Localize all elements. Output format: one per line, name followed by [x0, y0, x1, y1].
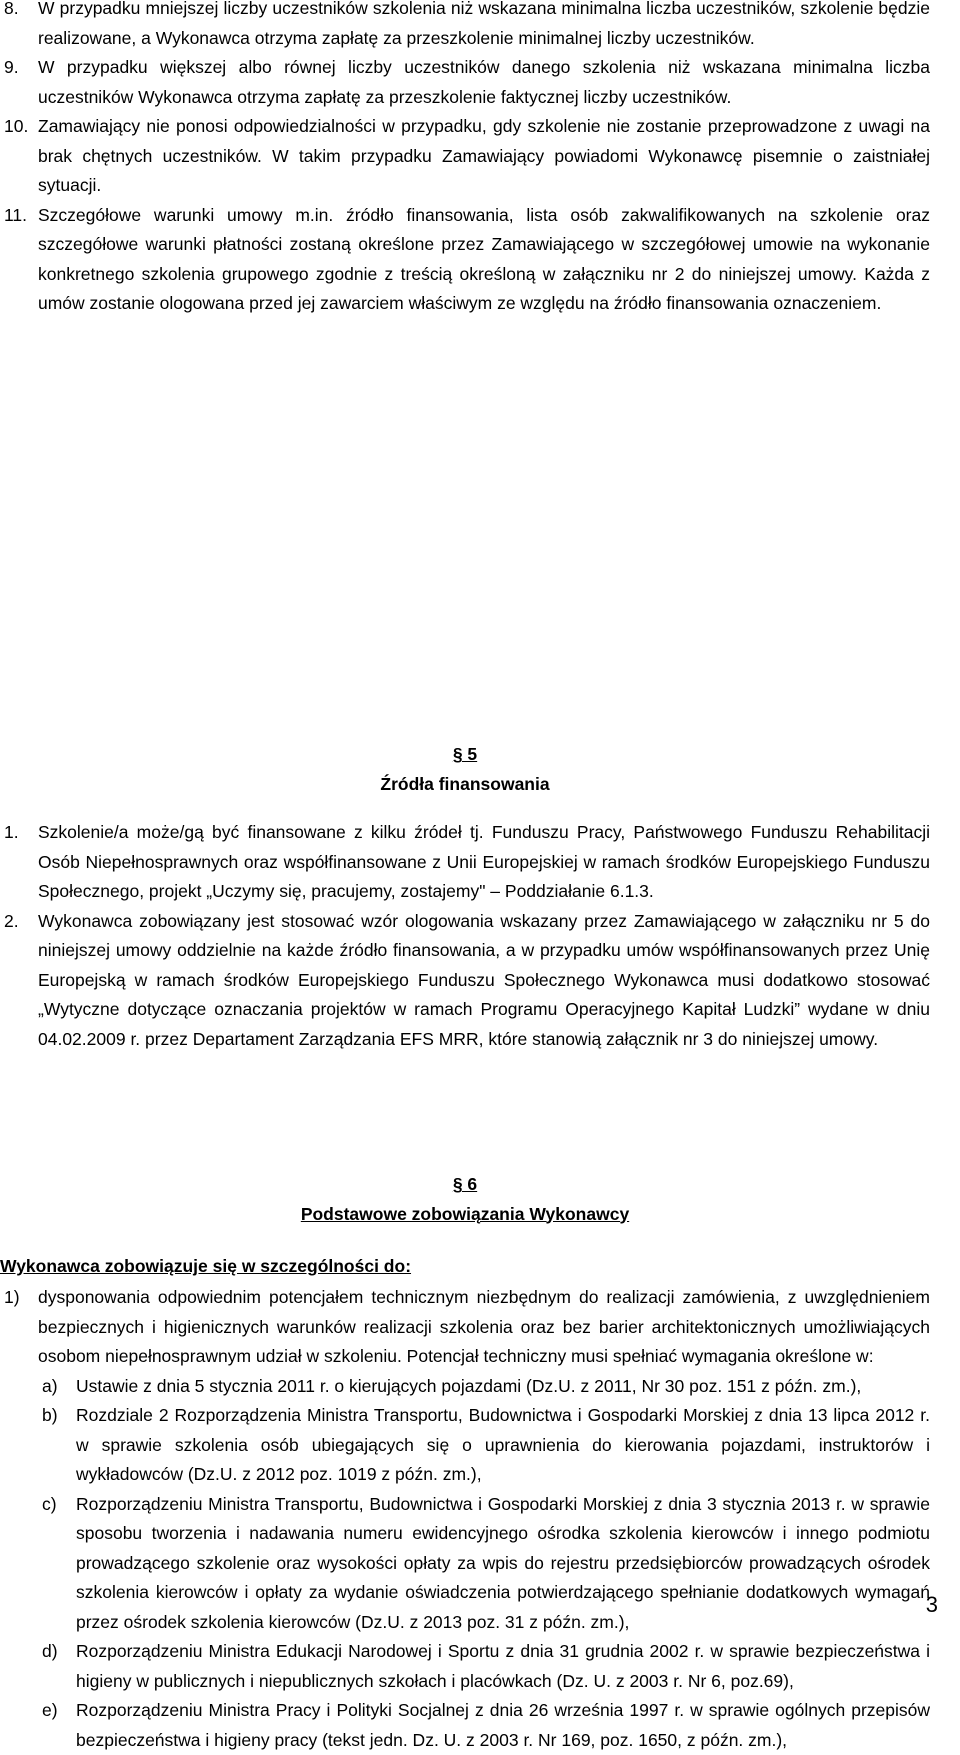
section-5-heading: [0, 740, 930, 799]
list-item: [0, 818, 930, 907]
sub-item-text: Rozporządzeniu Ministra Edukacji Narodowej i Sportu z dnia 31 grudnia 2002 r. w sprawie bezpieczeństwa i higieny w publicznych i niepublicznych szkołach i placówkach (Dz. U. z 2003 r. Nr 6, poz.69),: [76, 1637, 930, 1696]
sub-item-letter: e): [42, 1696, 58, 1726]
sub-item-text: Rozporządzeniu Ministra Transportu, Budownictwa i Gospodarki Morskiej z dnia 3 stycznia 2013 r. w sprawie sposobu tworzenia i nadawania numeru ewidencyjnego ośrodka szkolenia kierowców i innego podmiotu prowadzącego szkolenie oraz wysokości opłaty za wpis do rejestru przedsiębiorców prowadzących ośrodek szkolenia kierowców i opłaty za wydanie oświadczenia potwierdzającego spełnianie dodatkowych wymagań przez ośrodek szkolenia kierowców (Dz.U. z 2013 poz. 31 z późn. zm.),: [76, 1490, 930, 1638]
item-number: 1): [4, 1283, 20, 1313]
item-text: Szkolenie/a może/gą być finansowane z kilku źródeł tj. Funduszu Pracy, Państwowego Funduszu Rehabilitacji Osób Niepełnosprawnych oraz współfinansowane z Unii Europejskiej w ramach środków Europejskiego Funduszu Społecznego, projekt „Uczymy się, pracujemy, zostajemy" – Poddziałanie 6.1.3.: [38, 818, 930, 907]
item-text: Wykonawca zobowiązany jest stosować wzór ologowania wskazany przez Zamawiającego w załączniku nr 5 do niniejszej umowy oddzielnie na każde źródło finansowania, a w przypadku umów współfinansowanych przez Unię Europejską w ramach środków Europejskiego Funduszu Społecznego Wykonawca musi dodatkowo stosować „Wytyczne dotyczące oznaczania projektów w ramach Programu Operacyjnego Kapitał Ludzki” wydane w dniu 04.02.2009 r. przez Departament Zarządzania EFS MRR, które stanowią załącznik nr 3 do niniejszej umowy.: [38, 907, 930, 1055]
sub-list-item: [38, 1637, 930, 1696]
section-title: Podstawowe zobowiązania Wykonawcy: [0, 1200, 930, 1230]
item-text: W przypadku mniejszej liczby uczestników szkolenia niż wskazana minimalna liczba uczestników, szkolenie będzie realizowane, a Wykonawca otrzyma zapłatę za przeszkolenie minimalnej liczby uczestników.: [38, 0, 930, 53]
sub-item-letter: c): [42, 1490, 57, 1520]
list-item: [0, 0, 930, 53]
sub-item-text: Rozporządzeniu Ministra Pracy i Polityki Socjalnej z dnia 26 września 1997 r. w sprawie ogólnych przepisów bezpieczeństwa i higieny pracy (tekst jedn. Dz. U. z 2003 r. Nr 169, poz. 1650, z późn. zm.),: [76, 1696, 930, 1755]
sub-item-letter: d): [42, 1637, 58, 1667]
list-item: [0, 1283, 930, 1755]
list-item: [0, 112, 930, 201]
item-number: 8.: [4, 0, 19, 24]
list-item: [0, 201, 930, 319]
section-6-heading: [0, 1170, 930, 1229]
sub-item-letter: a): [42, 1372, 58, 1402]
sub-list-item: [38, 1372, 930, 1402]
item-number: 2.: [4, 907, 19, 937]
sub-list-item: [38, 1490, 930, 1638]
item-number: 11.: [4, 201, 27, 231]
sub-list-item: [38, 1696, 930, 1755]
sub-list: [38, 1372, 930, 1755]
section-symbol: § 6: [0, 1170, 930, 1200]
obligations-lead: Wykonawca zobowiązuje się w szczególności do:: [0, 1252, 930, 1282]
item-text: dysponowania odpowiednim potencjałem technicznym niezbędnym do realizacji zamówienia, z uwzględnieniem bezpiecznych i higienicznych warunków realizacji szkolenia oraz bez barier architektonicznych umożliwiających osobom niepełnosprawnym udział w szkoleniu. Potencjał techniczny musi spełniać wymagania określone w:: [38, 1283, 930, 1372]
numbered-list: [0, 0, 930, 319]
item-number: 10.: [4, 112, 28, 142]
item-text: W przypadku większej albo równej liczby uczestników danego szkolenia niż wskazana minimalna liczba uczestników Wykonawca otrzyma zapłatę za przeszkolenie faktycznej liczby uczestników.: [38, 53, 930, 112]
list-item: [0, 53, 930, 112]
sub-item-text: Rozdziale 2 Rozporządzenia Ministra Transportu, Budownictwa i Gospodarki Morskiej z dnia 13 lipca 2012 r. w sprawie szkolenia osób ubiegających się o uprawnienia do kierowania pojazdami, instruktorów i wykładowców (Dz.U. z 2012 poz. 1019 z późn. zm.),: [76, 1401, 930, 1490]
item-number: 9.: [4, 53, 19, 83]
item-text: Zamawiający nie ponosi odpowiedzialności w przypadku, gdy szkolenie nie zostanie przeprowadzone z uwagi na brak chętnych uczestników. W takim przypadku Zamawiający powiadomi Wykonawcę pisemnie o zaistniałej sytuacji.: [38, 112, 930, 201]
page-number: 3: [926, 1590, 938, 1620]
item-number: 1.: [4, 818, 19, 848]
item-text: Szczegółowe warunki umowy m.in. źródło finansowania, lista osób zakwalifikowanych na szkolenie oraz szczegółowe warunki płatności zostaną określone przez Zamawiającego w szczegółowej umowie na wykonanie konkretnego szkolenia grupowego zgodnie z treścią określoną w załączniku nr 2 do niniejszej umowy. Każda z umów zostanie ologowana przed jej zawarciem właściwym ze względu na źródło finansowania oznaczeniem.: [38, 201, 930, 319]
section-symbol: § 5: [0, 740, 930, 770]
section-title: Źródła finansowania: [0, 770, 930, 800]
sub-item-text: Ustawie z dnia 5 stycznia 2011 r. o kierujących pojazdami (Dz.U. z 2011, Nr 30 poz. 151 z późn. zm.),: [76, 1372, 930, 1402]
list-item: [0, 907, 930, 1055]
section-5-list: [0, 818, 930, 1054]
sub-item-letter: b): [42, 1401, 58, 1431]
sub-list-item: [38, 1401, 930, 1490]
section-6-list: [0, 1283, 930, 1755]
